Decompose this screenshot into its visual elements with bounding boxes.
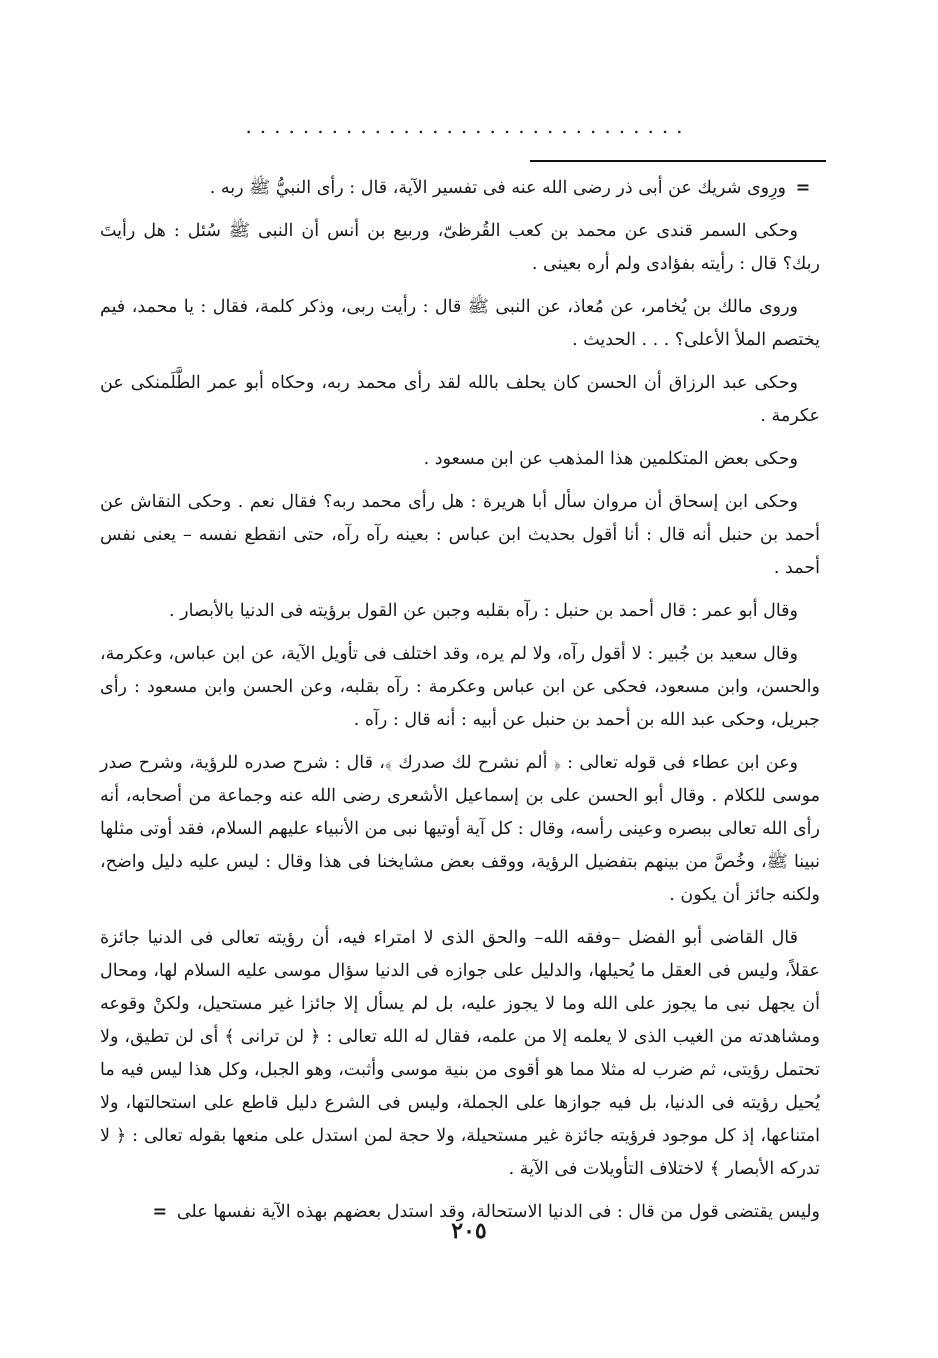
paragraph-1: =ورِوى شريك عن أبى ذر رضى الله عنه فى تفسير الآية، قال : رأى النبيُّ ﷺ ربه .	[100, 172, 820, 205]
paragraph-10: قال القاضى أبو الفضل –وفقه الله– والحق الذى لا امتراء فيه، أن رؤيته تعالى فى الدنيا جائزة عقلاً، وليس فى العقل ما يُحيلها، والدليل على جوازه فى الدنيا سؤال موسى عليه السلام لها، ومحال أن يجهل نبى ما يجوز على الله وما لا يجوز عليه، بل لم يسأل إلا جائزا غير مستحيل، ولكنْ وقوعه ومشاهدته من الغيب الذى لا يعلمه إلا من علمه، فقال له الله تعالى : ﴿ لن ترانى ﴾ أى لن تطيق، ولا تحتمل رؤيتى، ثم ضرب له مثلا مما هو أقوى من بنية موسى وأثبت، وهو الجبل، وكل هذا ليس فيه ما يُحيل رؤيته فى الدنيا، بل فيه جوازها على الجملة، وليس فى الشرع دليل قاطع على استحالتها، ولا امتناعها، إذ كل موجود فرؤيته جائزة غير مستحيلة، ولا حجة لمن استدل على منعها بقوله تعالى : ﴿ لا تدركه الأبصار ﴾ لاختلاف التأويلات فى الآية .	[100, 928, 820, 1179]
footnote-separator-rule	[530, 160, 826, 162]
page-number: ٢٠٥	[451, 1218, 487, 1244]
paragraph-3: وروى مالك بن يُخامر، عن مُعاذ، عن النبى ﷺ قال : رأيت ربى، وذكر كلمة، فقال : يا محمد، فيم يختصم الملأ الأعلى؟ . . . الحديث .	[100, 297, 820, 350]
paragraph-6: وحكى ابن إسحاق أن مروان سأل أبا هريرة : هل رأى محمد ربه؟ فقال نعم . وحكى النقاش عن أحمد بن حنبل أنه قال : أنا أقول بحديث ابن عباس : بعينه رآه رآه، حتى انقطع نفسه – يعنى نفس أحمد .	[100, 492, 820, 578]
continuation-marker-start: =	[795, 178, 811, 198]
header-dots-ornament: ...............................	[245, 114, 691, 138]
paragraph-5: وحكى بعض المتكلمين هذا المذهب عن ابن مسعود .	[423, 449, 798, 469]
continuation-marker-end: =	[152, 1202, 168, 1222]
paragraph-2: وحكى السمر قندى عن محمد بن كعب القُرظىّ، وربيع بن أنس أن النبى ﷺ سُئل : هل رأيتَ ربك؟ قال : رأيته بفؤادى ولم أره بعينى .	[100, 221, 820, 274]
paragraph-8: وقال سعيد بن جُبير : لا أقول رآه، ولا لم يره، وقد اختلف فى تأويل الآية، عن ابن عباس، وعكرمة، والحسن، وابن مسعود، فحكى عن ابن عباس وعكرمة : رآه بقلبه، وعن الحسن وابن مسعود : رأى جبريل، وحكى عبد الله بن أحمد بن حنبل عن أبيه : أنه قال : رآه .	[100, 644, 820, 730]
paragraph-7: وقال أبو عمر : قال أحمد بن حنبل : رآه بقلبه وجبن عن القول برؤيته فى الدنيا بالأبصار .	[169, 601, 798, 621]
paragraph-11: وليس يقتضى قول من قال : فى الدنيا الاستحالة، وقد استدل بعضهم بهذه الآية نفسها على=	[100, 1196, 820, 1229]
paragraph-4: وحكى عبد الرزاق أن الحسن كان يحلف بالله لقد رأى محمد ربه، وحكاه أبو عمر الطَّلَمنكى عن عكرمة .	[100, 373, 820, 426]
page-body	[100, 172, 820, 1239]
paragraph-9: وعن ابن عطاء فى قوله تعالى : ﴿ ألم نشرح لك صدرك ﴾، قال : شرح صدره للرؤية، وشرح صدر موسى للكلام . وقال أبو الحسن على بن إسماعيل الأشعرى رضى الله عنه وجماعة من أصحابه، أنه رأى الله تعالى ببصره وعينى رأسه، وقال : كل آية أوتيها نبى من الأنبياء عليهم السلام، فقد أوتى مثلها نبينا ﷺ، وخُصَّ من بينهم بتفضيل الرؤية، ووقف بعض مشايخنا فى هذا وقال : ليس عليه دليل واضح، ولكنه جائز أن يكون .	[100, 753, 820, 905]
